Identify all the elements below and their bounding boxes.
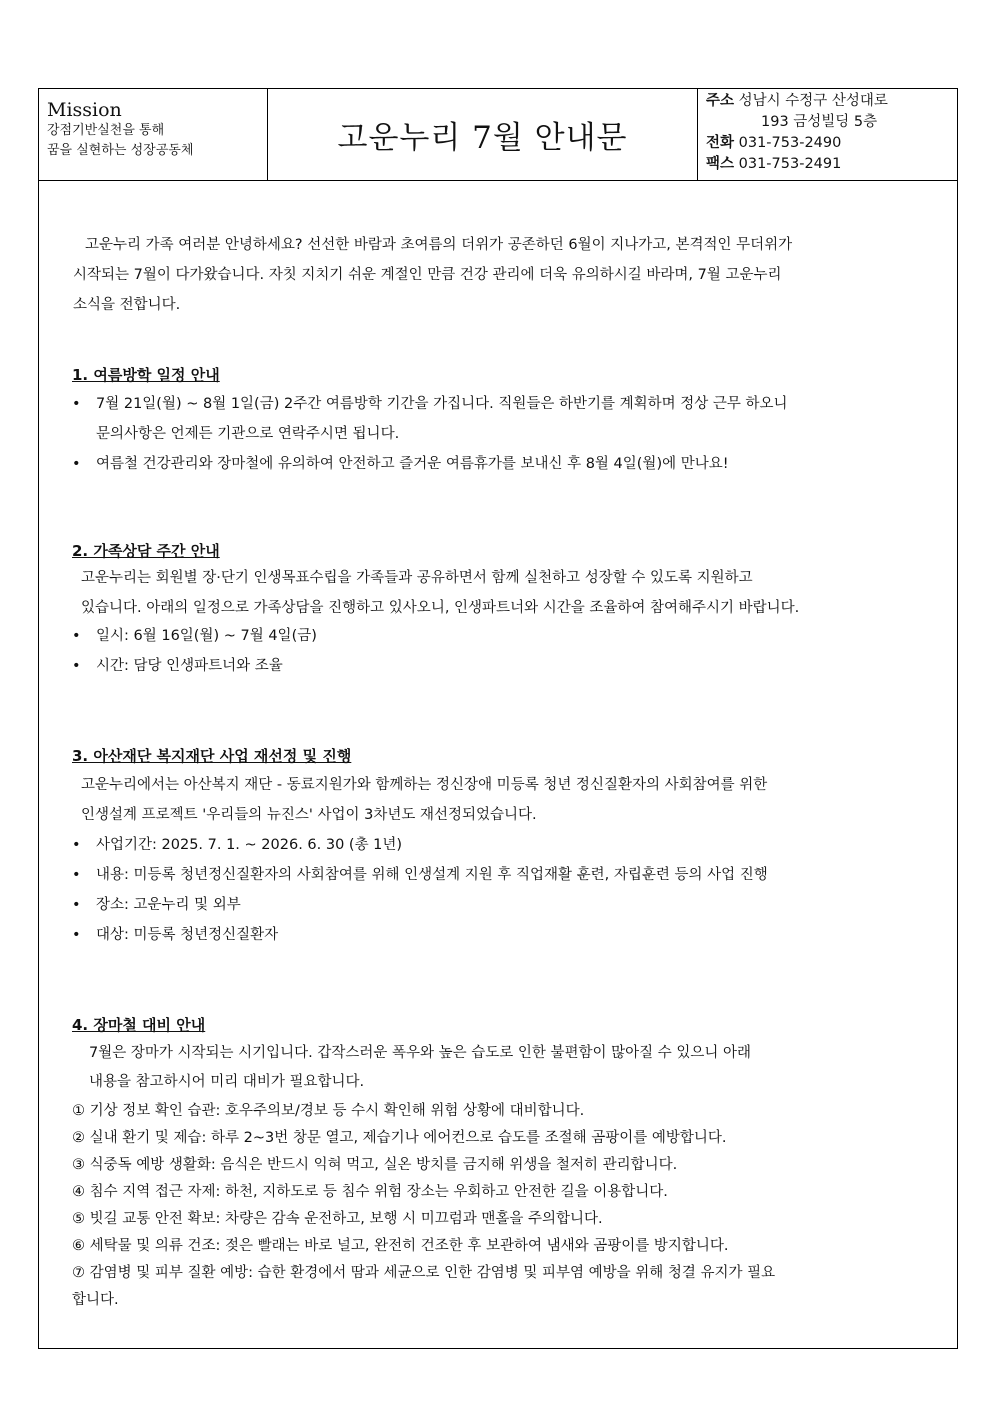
bullet-dot: • (72, 456, 81, 472)
fax-number: 031-753-2491 (738, 156, 842, 172)
address-label: 주소 (706, 93, 735, 109)
section-title: 1. 여름방학 일정 안내 (72, 366, 220, 384)
title-cell (268, 89, 698, 180)
contact-cell (697, 89, 957, 180)
intro-line: 소식을 전합니다. (73, 297, 181, 313)
bullet-dot: • (72, 396, 81, 412)
phone-label: 전화 (706, 135, 735, 151)
section-title: 4. 장마철 대비 안내 (72, 1016, 206, 1034)
address-line: 성남시 수정구 산성대로 (738, 93, 888, 109)
bullet-text: 시간: 담당 인생파트너와 조율 (96, 658, 283, 674)
intro-line: 고운누리 가족 여러분 안녕하세요? 선선한 바람과 초여름의 더위가 공존하던 6월이 지나가고, 본격적인 무더위가 (85, 237, 793, 253)
numbered-item: ④ 침수 지역 접근 자제: 하천, 지하도로 등 침수 위험 장소는 우회하고 안전한 길을 이용합니다. (72, 1184, 668, 1200)
address-line: 193 금성빌딩 5층 (761, 114, 878, 130)
mission-line: 강점기반실천을 통해 (47, 123, 165, 138)
bullet-text: 여름철 건강관리와 장마철에 유의하여 안전하고 즐거운 여름휴가를 보내신 후 8월 4일(월)에 만나요! (96, 456, 729, 472)
bullet-text: 장소: 고운누리 및 외부 (96, 897, 241, 913)
mission-line: 꿈을 실현하는 성장공동체 (47, 143, 194, 158)
numbered-item: ⑤ 빗길 교통 안전 확보: 차량은 감속 운전하고, 보행 시 미끄럼과 맨홀을 주의합니다. (72, 1211, 603, 1227)
numbered-item: ② 실내 환기 및 제습: 하루 2~3번 창문 열고, 제습기나 에어컨으로 습도를 조절해 곰팡이를 예방합니다. (72, 1130, 727, 1146)
section-intro-line: 있습니다. 아래의 일정으로 가족상담을 진행하고 있사오니, 인생파트너와 시간을 조율하여 참여해주시기 바랍니다. (81, 600, 800, 616)
section-intro-line: 내용을 참고하시어 미리 대비가 필요합니다. (89, 1074, 365, 1090)
bullet-dot: • (72, 658, 81, 674)
numbered-item: ① 기상 정보 확인 습관: 호우주의보/경보 등 수시 확인해 위험 상황에 대비합니다. (72, 1103, 585, 1119)
bullet-text: 사업기간: 2025. 7. 1. ~ 2026. 6. 30 (총 1년) (96, 837, 403, 853)
section-title: 2. 가족상담 주간 안내 (72, 542, 220, 560)
bullet-text: 일시: 6월 16일(월) ~ 7월 4일(금) (96, 628, 317, 644)
bullet-text: 대상: 미등록 청년정신질환자 (96, 927, 279, 943)
header-table (39, 89, 957, 181)
phone-number: 031-753-2490 (738, 135, 842, 151)
bullet-dot: • (72, 837, 81, 853)
fax-label: 팩스 (706, 156, 735, 172)
numbered-item-continuation: 합니다. (72, 1292, 119, 1308)
address-row (706, 91, 957, 112)
phone-row (706, 133, 957, 154)
numbered-item: ⑦ 감염병 및 피부 질환 예방: 습한 환경에서 땀과 세균으로 인한 감염병 및 피부염 예방을 위해 청결 유지가 필요 (72, 1265, 776, 1281)
mission-cell (39, 89, 268, 180)
intro-line: 시작되는 7월이 다가왔습니다. 자칫 지치기 쉬운 계절인 만큼 건강 관리에 더욱 유의하시길 바라며, 7월 고운누리 (73, 267, 782, 283)
mission-title: Mission (47, 99, 122, 121)
bullet-dot: • (72, 628, 81, 644)
bullet-text: 문의사항은 언제든 기관으로 연락주시면 됩니다. (96, 426, 400, 442)
section-intro-line: 고운누리에서는 아산복지 재단 - 동료지원가와 함께하는 정신장애 미등록 청년 정신질환자의 사회참여를 위한 (81, 777, 768, 793)
document-page (38, 88, 958, 1349)
section-intro-line: 7월은 장마가 시작되는 시기입니다. 갑작스러운 폭우와 높은 습도로 인한 불편함이 많아질 수 있으니 아래 (89, 1045, 752, 1061)
bullet-dot: • (72, 927, 81, 943)
bullet-text: 7월 21일(월) ~ 8월 1일(금) 2주간 여름방학 기간을 가집니다. 직원들은 하반기를 계획하며 정상 근무 하오니 (96, 396, 788, 412)
section-title: 3. 아산재단 복지재단 사업 재선정 및 진행 (72, 747, 352, 765)
document-title: 고운누리 7월 안내문 (337, 120, 628, 156)
numbered-item: ⑥ 세탁물 및 의류 건조: 젖은 빨래는 바로 널고, 완전히 건조한 후 보관하여 냄새와 곰팡이를 방지합니다. (72, 1238, 729, 1254)
section-intro-line: 인생설계 프로젝트 '우리들의 뉴진스' 사업이 3차년도 재선정되었습니다. (81, 807, 537, 823)
fax-row (706, 154, 957, 175)
numbered-item: ③ 식중독 예방 생활화: 음식은 반드시 익혀 먹고, 실온 방치를 금지해 위생을 철저히 관리합니다. (72, 1157, 678, 1173)
section-intro-line: 고운누리는 회원별 장·단기 인생목표수립을 가족들과 공유하면서 함께 실천하고 성장할 수 있도록 지원하고 (81, 570, 753, 586)
bullet-dot: • (72, 867, 81, 883)
bullet-dot: • (72, 897, 81, 913)
bullet-text: 내용: 미등록 청년정신질환자의 사회참여를 위해 인생설계 지원 후 직업재활 훈련, 자립훈련 등의 사업 진행 (96, 867, 768, 883)
